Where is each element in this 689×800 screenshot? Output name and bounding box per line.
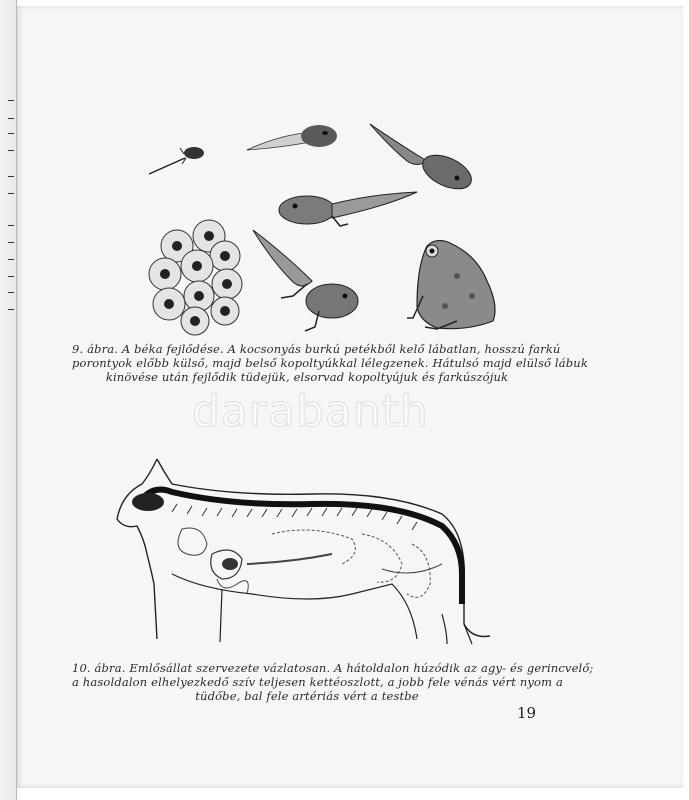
figure-10-caption-line: a hasoldalon elhelyezkedő szív teljesen kettéoszlott, a jobb fele vénás vért nyom a: [72, 675, 563, 689]
book-page: [17, 6, 683, 788]
tadpole-stage-4: [279, 192, 417, 226]
mammal-anatomy-diagram: [112, 454, 502, 654]
figure-9-caption-line: porontyok előbb külső, majd belső kopoltyúkkal lélegzenek. Hátulsó majd elülső lábuk: [72, 356, 588, 370]
tadpole-stage-1: [149, 147, 204, 174]
tadpole-stage-3: [370, 124, 476, 196]
frog-development-illustration: [127, 106, 507, 338]
figure-9-caption: [72, 342, 588, 384]
watermark: darabanth: [192, 386, 429, 437]
figure-9-caption-line: kinövése után fejlődik tüdejük, elsorvad kopoltyújuk és farkúszójuk: [105, 370, 509, 384]
figure-10-caption: [72, 661, 594, 703]
adult-frog: [407, 240, 495, 329]
figure-10-caption-line: tüdőbe, bal fele artériás vért a testbe: [195, 689, 419, 703]
tadpole-stage-5: [253, 230, 358, 331]
frog-egg-mass: [149, 220, 242, 335]
previous-page-edge: [0, 0, 17, 800]
figure-9-caption-line: 9. ábra. A béka fejlődése. A kocsonyás burkú petékből kelő lábatlan, hosszú farkú: [72, 342, 561, 356]
page-number: 19: [517, 704, 537, 722]
figure-10-caption-line: 10. ábra. Emlősállat szervezete vázlatosan. A hátoldalon húzódik az agy- és gerincvelő;: [72, 661, 594, 675]
tadpole-stage-2: [247, 125, 337, 150]
